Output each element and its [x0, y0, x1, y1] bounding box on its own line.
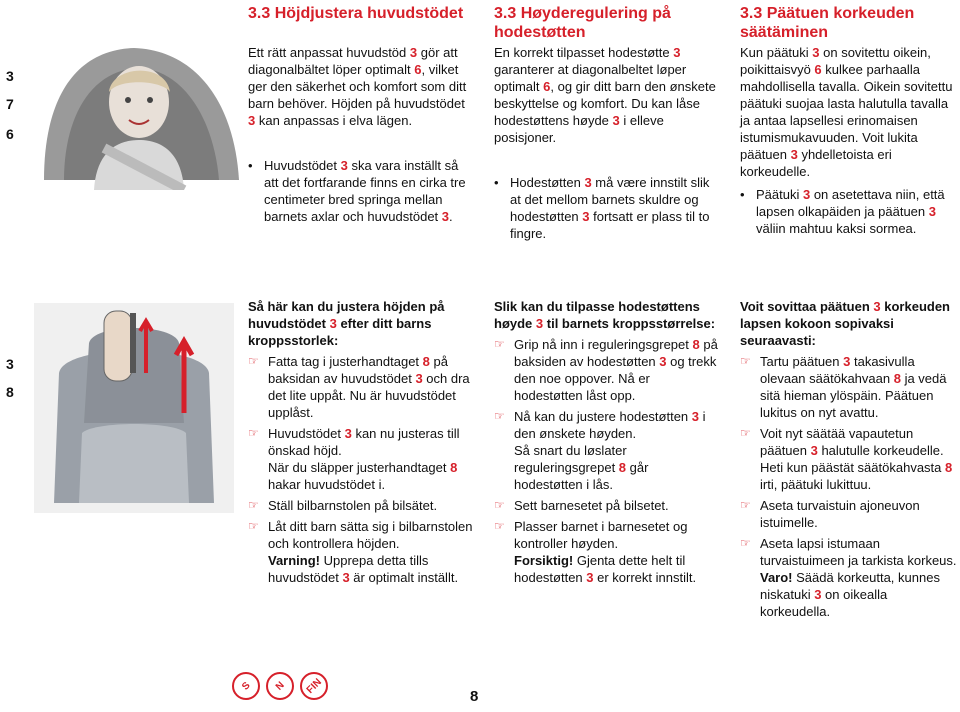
no-step-2: ☞ Nå kan du justere hodestøtten 3 i den ønskete høyden. Så snart du løslater reguleringsgrepet 8 går hodestøtten i lås.: [494, 409, 706, 492]
sv-steps: Så här kan du justera höjden på huvudstödet 3 efter ditt barns kroppsstorlek: ☞ Fatta tag i justerhandtaget 8 på baksidan av huvudstödet 3 och dra det lite uppåt. Nu är huvudstödet upplåst. ☞ Huvudstödet 3 kan nu justeras till önskad höjd. När du släpper justerhandtaget 8 hakar huvudstödet i. ☞ Ställ bilbarnstolen på bilsätet. ☞ Låt ditt barn sätta sig i bilbarnstolen och kontrollera höjden. Varning! Upprepa detta tills huvudstödet 3 är optimalt inställt.: [248, 299, 473, 585]
fi-bullet: • Päätuki 3 on asetettava niin, että lapsen olkapäiden ja päätuen 3 väliin mahtuu kaksi sormea.: [740, 187, 945, 236]
fi-step-3: ☞ Aseta turvaistuin ajoneuvon istuimelle.: [740, 498, 920, 530]
fi-steps: Voit sovittaa päätuen 3 korkeuden lapsen kokoon sopivaksi seuraavasti: ☞ Tartu päätuen 3 takasivulla olevaan säätökahvaan 8 ja vedä sitä hieman ylöspäin. Päätuen lukitus on nyt avattu. ☞ Voit nyt säätää vapautetun päätuen 3 halutulle korkeudelle. Heti kun päästät säätökahvasta 8 irti, päätuki lukittuu. ☞ Aseta turvaistuin ajoneuvon istuimelle. ☞ Aseta lapsi istumaan turvaistuimeen ja tarkista korkeus. Varo! Säädä korkeutta, kunnes niskatuki 3 on oikealla korkeudella.: [740, 299, 957, 619]
callout-8-bottom: 8: [6, 384, 14, 400]
callout-6-top: 6: [6, 126, 14, 142]
no-intro: En korrekt tilpasset hodestøtte 3 garanterer at diagonalbeltet løper optimalt 6, og gir ditt barn den ønskete beskyttelse og komfort. Du kan låse hodestøttens høyde 3 i elleve posisjoner. • Hodestøtten 3 må være innstilt slik at det mellom barnets skuldre og hodestøtten 3 fortsatt er plass til to fingre.: [494, 44, 719, 242]
callout-7-top: 7: [6, 96, 14, 112]
sv-step-3: ☞ Ställ bilbarnstolen på bilsätet.: [248, 498, 438, 513]
fi-step-2: ☞ Voit nyt säätää vapautetun päätuen 3 halutulle korkeudelle. Heti kun päästät säätökahvasta 8 irti, päätuki lukittuu.: [740, 426, 953, 492]
callout-3-bottom: 3: [6, 356, 14, 372]
no-steps: Slik kan du tilpasse hodestøttens høyde 3 til barnets kroppsstørrelse: ☞ Grip nå inn i reguleringsgrepet 8 på baksiden av hodestøtten 3 og trekk den noe oppover. Nå er hodestøtten låst opp. ☞ Nå kan du justere hodestøtten 3 i den ønskete høyden. Så snart du løslater reguleringsgrepet 8 går hodestøtten i lås. ☞ Sett barnesetet på bilsetet. ☞ Plasser barnet i barnesetet og kontroller høyden. Forsiktig! Gjenta dette helt til hodestøtten 3 er korrekt innstilt.: [494, 299, 718, 585]
fi-step-4: ☞ Aseta lapsi istumaan turvaistuimeen ja tarkista korkeus. Varo! Säädä korkeutta, kunnes niskatuki 3 on oikealla korkeudella.: [740, 536, 957, 619]
sv-step-1: ☞ Fatta tag i justerhandtaget 8 på baksidan av huvudstödet 3 och dra det lite uppåt. Nu är huvudstödet upplåst.: [248, 354, 470, 420]
no-step-3: ☞ Sett barnesetet på bilsetet.: [494, 498, 669, 513]
no-section-title: 3.3 Høyderegulering på hodestøtten: [494, 5, 671, 41]
sv-intro: Ett rätt anpassat huvudstöd 3 gör att diagonalbältet löper optimalt 6, vilket ger den säkerhet och komfort som ditt barn behöver. Höjden på huvudstödet 3 kan anpassas i elva lägen. • Huvudstödet 3 ska vara inställt så att det fortfarande finns en cirka tre centimeter bred springa mellan barnets axlar och huvudstödet 3.: [248, 44, 473, 225]
callout-3-top: 3: [6, 68, 14, 84]
language-badge-n: N: [260, 666, 300, 706]
sv-step-4: ☞ Låt ditt barn sätta sig i bilbarnstolen och kontrollera höjden. Varning! Upprepa detta tills huvudstödet 3 är optimalt inställt.: [248, 519, 473, 585]
fi-step-1: ☞ Tartu päätuen 3 takasivulla olevaan säätökahvaan 8 ja vedä sitä hieman ylöspäin. Päätuen lukitus on nyt avattu.: [740, 354, 947, 420]
fi-section-title: 3.3 Päätuen korkeuden säätäminen: [740, 5, 915, 41]
no-bullet: • Hodestøtten 3 må være innstilt slik at det mellom barnets skuldre og hodestøtten 3 fortsatt er plass til to fingre.: [494, 175, 710, 241]
sv-step-2: ☞ Huvudstödet 3 kan nu justeras till önskad höjd. När du släpper justerhandtaget 8 hakar huvudstödet i.: [248, 426, 460, 492]
child-seat-photo: [34, 40, 246, 190]
language-badge-fin: FIN: [294, 666, 334, 706]
sv-section-title: 3.3 Höjdjustera huvudstödet: [248, 5, 464, 22]
page-number: 8: [470, 688, 479, 705]
language-badge-s: S: [226, 666, 266, 706]
fi-intro: Kun päätuki 3 on sovitettu oikein, poikittaisvyö 6 kulkee parhaalla mahdollisella tavalla. Oikein sovitettu päätuki suojaa lasta halutulla tavalla ja antaa lapsellesi erinomaisen istumismukavuuden. Voit lukita päätuen 3 yhdelletoista eri korkeudelle. • Päätuki 3 on asetettava niin, että lapsen olkapäiden ja päätuen 3 väliin mahtuu kaksi sormea.: [740, 44, 958, 237]
headrest-adjust-photo: [34, 303, 234, 513]
no-step-4: ☞ Plasser barnet i barnesetet og kontroller høyden. Forsiktig! Gjenta dette helt til hodestøtten 3 er korrekt innstilt.: [494, 519, 697, 585]
sv-bullet: • Huvudstödet 3 ska vara inställt så att det fortfarande finns en cirka tre centimeter bred springa mellan barnets axlar och huvudstödet 3.: [248, 158, 466, 224]
no-step-1: ☞ Grip nå inn i reguleringsgrepet 8 på baksiden av hodestøtten 3 og trekk den noe oppover. Nå er hodestøtten låst opp.: [494, 337, 718, 403]
